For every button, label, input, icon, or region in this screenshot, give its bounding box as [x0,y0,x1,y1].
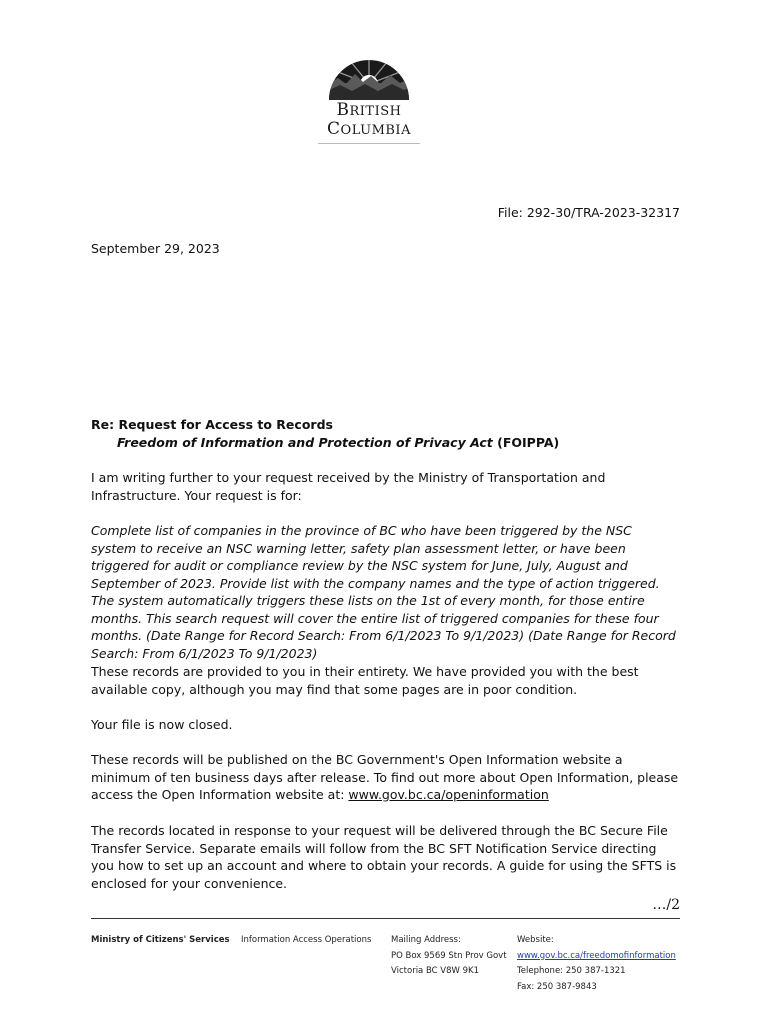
act-title: Freedom of Information and Protection of Privacy Act [117,435,493,450]
website-label: Website: [517,935,554,945]
bc-government-logo [310,44,428,148]
telephone: Telephone: 250 387-1321 [517,966,626,976]
mailing-label: Mailing Address: [391,935,461,945]
footer-mailing-address [391,933,507,980]
footer-branch: Information Access Operations [241,935,372,945]
footer-ministry: Ministry of Citizens' Services [91,935,230,945]
mailing-line-1: PO Box 9569 Stn Prov Govt [391,950,507,961]
act-abbreviation: (FOIPPA) [492,435,560,450]
footer-contact [517,933,676,995]
mailing-line-2: Victoria BC V8W 9K1 [391,966,480,976]
page-continuation: …/2 [652,897,680,913]
open-information-paragraph [91,751,681,804]
subject-act [91,434,559,452]
subject-title: Re: Request for Access to Records [91,417,333,432]
records-provided-paragraph: These records are provided to you in their entirety. We have provided you with the best available copy, although you may find that some pages are in poor condition. [91,664,639,697]
fax: Fax: 250 387-9843 [517,981,597,992]
logo-wordmark-columbia: COLUMBIA [327,119,411,139]
request-text: Complete list of companies in the province of BC who have been triggered by the NSC system to receive an NSC warning letter, safety plan assessment letter, or have been triggered for audit or compliance review by the NSC system for June, July, August and September of 2023. Provide list with the company names and the type of action triggered. The system automatically triggers these lists on the 1st of every month, for those entire months. This search request will cover the entire list of triggered companies for these four months. (Date Range for Record Search: From 6/1/2023 To 9/1/2023) (Date Range for Record Search: From 6/1/2023 To 9/1/2023) [91,523,676,661]
intro-paragraph: I am writing further to your request received by the Ministry of Transportation and Infrastructure. Your request is for: [91,470,606,503]
logo-wordmark-british: BRITISH [336,100,402,120]
open-information-link[interactable]: www.gov.bc.ca/openinformation [348,787,549,802]
footer-divider [91,918,680,919]
website-link[interactable]: www.gov.bc.ca/freedomofinformation [517,950,676,961]
mountain-sun-icon [310,44,428,102]
file-closed-paragraph: Your file is now closed. [91,717,233,732]
open-information-text: These records will be published on the BC Government's Open Information website a minimum of ten business days after release. To find out more about Open Information, please access the Open Information website at: [91,752,679,802]
logo-underline [318,143,420,144]
subject-line [91,416,559,452]
file-reference: File: 292-30/TRA-2023-32317 [497,205,680,220]
sft-delivery-paragraph: The records located in response to your request will be delivered through the BC Secure File Transfer Service. Separate emails will follow from the BC SFT Notification Service directing you how to set up an account and where to obtain your records. A guide for using the SFTS is enclosed for your convenience. [91,823,677,891]
letter-date: September 29, 2023 [91,241,220,256]
